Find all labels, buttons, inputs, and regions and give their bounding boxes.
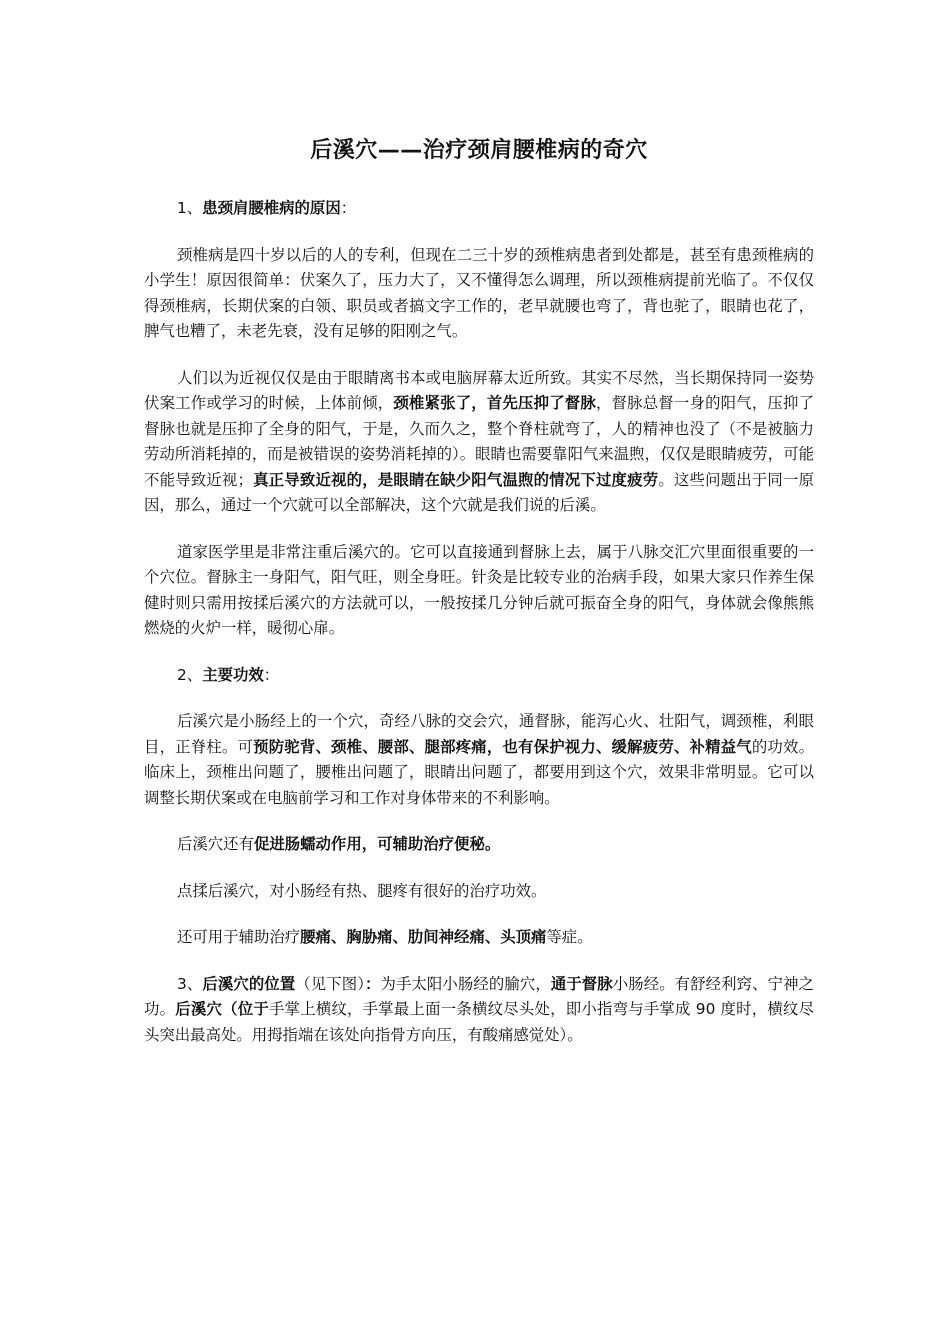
text-run: 的功效。临床上，颈椎出问题了，腰椎出问题了，眼睛出问题了，都要用到这个穴，效果非常明显。它可以调整长期伏案或在电脑前学习和工作对身体带来的不利影响。 — [144, 737, 814, 807]
text-run: 颈椎病是四十岁以后的人的专利，但现在二三十岁的颈椎病患者到处都是，甚至有患颈椎病的小学生！原因很简单：伏案久了，压力大了，又不懂得怎么调理，所以颈椎病提前光临了。不仅仅得颈椎病，长期伏案的白领、职员或者搞文字工作的，老早就腰也弯了，背也驼了，眼睛也花了，脾气也糟了，未老先衰，没有足够的阳刚之气。 — [144, 245, 814, 340]
paragraph-pain — [144, 925, 814, 951]
text-run-bold: 患颈肩腰椎病的原因 — [202, 199, 341, 217]
text-run: ，督脉总督一身的阳气，压抑了督脉也就是压抑了全身的阳气，于是，久而久之，整个脊柱就弯了，人的精神也没了（不是被脑力劳动所消耗掉的，而是被错误的姿势消耗掉的）。眼睛也需要靠阳气来温煦，仅仅是眼睛疲劳，可能不能导致近视； — [144, 394, 814, 489]
text-run: 1、 — [177, 199, 203, 217]
text-run: 2、 — [177, 665, 203, 684]
text-run-bold: 腰痛、胸胁痛、肋间神经痛、头顶痛 — [300, 928, 547, 946]
page-title: 后溪穴——治疗颈肩腰椎病的奇穴 — [310, 138, 648, 163]
text-run: 小肠经。有舒经利窍、宁神之功。 — [144, 974, 814, 1018]
text-run-bold: 通于督脉 — [550, 974, 613, 993]
text-run: 后溪穴是小肠经上的一个穴，奇经八脉的交会穴，通督脉，能泻心火、壮阳气，调颈椎，利眼目，正脊柱。可 — [144, 712, 814, 756]
text-run: 等症。 — [546, 928, 593, 946]
paragraph-cervical-intro — [144, 243, 814, 345]
paragraph-massage — [144, 879, 814, 905]
text-run-bold: ： — [365, 974, 381, 993]
text-run: 为手太阳小肠经的腧穴， — [380, 974, 551, 993]
paragraph-location — [144, 972, 814, 1049]
text-run: 还可用于辅助治疗 — [177, 928, 301, 946]
text-run: 3、 — [177, 974, 203, 993]
text-run-bold: 促进肠蠕动作用，可辅助治疗便秘。 — [253, 835, 501, 853]
text-run-bold: 主要功效 — [202, 665, 264, 684]
text-run-bold: 后溪穴的位置 — [202, 974, 296, 993]
text-run: （见下图） — [295, 974, 365, 993]
paragraph-effects — [144, 709, 814, 811]
document-page — [144, 134, 814, 1069]
paragraph-taoist-medicine — [144, 540, 814, 642]
text-run-bold: 真正导致近视的，是眼睛在缺少阳气温煦的情况下过度疲劳 — [252, 470, 659, 489]
text-run: 后溪穴还有 — [177, 835, 254, 853]
text-run-bold: 后溪穴（位于 — [175, 1000, 269, 1018]
text-run: 手掌上横纹，手掌最上面一条横纹尽头处，即小指弯与手掌成 90 度时，横纹尽头突出最高处。用拇指端在该处向指骨方向压，有酸痛感觉处）。 — [144, 1000, 814, 1044]
text-run: ： — [263, 665, 280, 684]
text-run: 点揉后溪穴，对小肠经有热、腿疼有很好的治疗功效。 — [177, 881, 547, 900]
paragraph-myopia — [144, 366, 814, 519]
text-run-bold: 颈椎紧张了，首先压抑了督脉 — [393, 394, 596, 412]
paragraph-cause-heading — [144, 196, 814, 222]
text-run: ： — [340, 199, 357, 217]
text-run: 道家医学里是非常注重后溪穴的。它可以直接通到督脉上去，属于八脉交汇穴里面很重要的一个穴位。督脉主一身阳气，阳气旺，则全身旺。针灸是比较专业的治病手段，如果大家只作养生保健时则只需用按揉后溪穴的方法就可以，一般按揉几分钟后就可振奋全身的阳气，身体就会像熊熊燃烧的火炉一样，暖彻心扉。 — [144, 542, 814, 637]
text-run: 。这些问题出于同一原因，那么，通过一个穴就可以全部解决，这个穴就是我们说的后溪。 — [144, 470, 814, 514]
text-run: 人们以为近视仅仅是由于眼睛离书本或电脑屏幕太近所致。其实不尽然，当长期保持同一姿势伏案工作或学习的时候，上体前倾， — [144, 368, 814, 412]
text-run-bold: 预防驼背、颈椎、腰部、腿部疼痛，也有保护视力、缓解疲劳、补精益气 — [253, 737, 752, 756]
paragraph-effects-heading — [144, 663, 814, 689]
paragraph-bowel — [144, 832, 814, 858]
